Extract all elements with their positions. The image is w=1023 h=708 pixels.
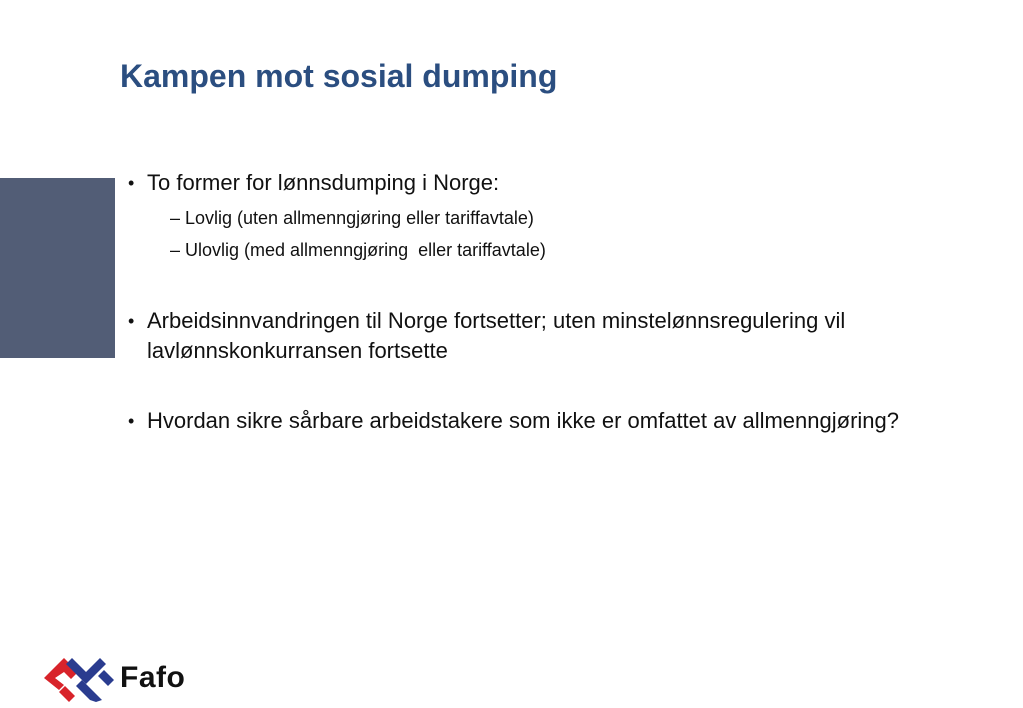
sub-bullet: – Ulovlig (med allmenngjøring eller tariffavtale) xyxy=(170,240,546,260)
side-accent-block xyxy=(0,178,115,358)
bullet-text: To former for lønnsdumping i Norge: xyxy=(147,170,500,195)
slide-title: Kampen mot sosial dumping xyxy=(120,58,558,94)
bullet-text: Arbeidsinnvandringen til Norge fortsetter; uten minstelønnsregulering vil lavlønnskonkurransen fortsette xyxy=(147,308,846,363)
bullet-marker: • xyxy=(128,411,135,431)
logo-text: Fafo xyxy=(120,661,186,694)
bullet-marker: • xyxy=(128,311,135,331)
bullet-item xyxy=(128,306,908,366)
fafo-logo-mark-icon xyxy=(42,654,116,702)
bullet-item xyxy=(128,406,908,436)
fafo-logo xyxy=(42,654,185,702)
bullet-marker: • xyxy=(128,173,135,193)
bullet-item xyxy=(128,168,908,198)
sub-bullet: – Lovlig (uten allmenngjøring eller tariffavtale) xyxy=(170,208,534,228)
sub-bullet-list xyxy=(128,202,908,266)
bullet-list xyxy=(128,168,908,436)
bullet-text: Hvordan sikre sårbare arbeidstakere som ikke er omfattet av allmenngjøring? xyxy=(147,408,899,433)
